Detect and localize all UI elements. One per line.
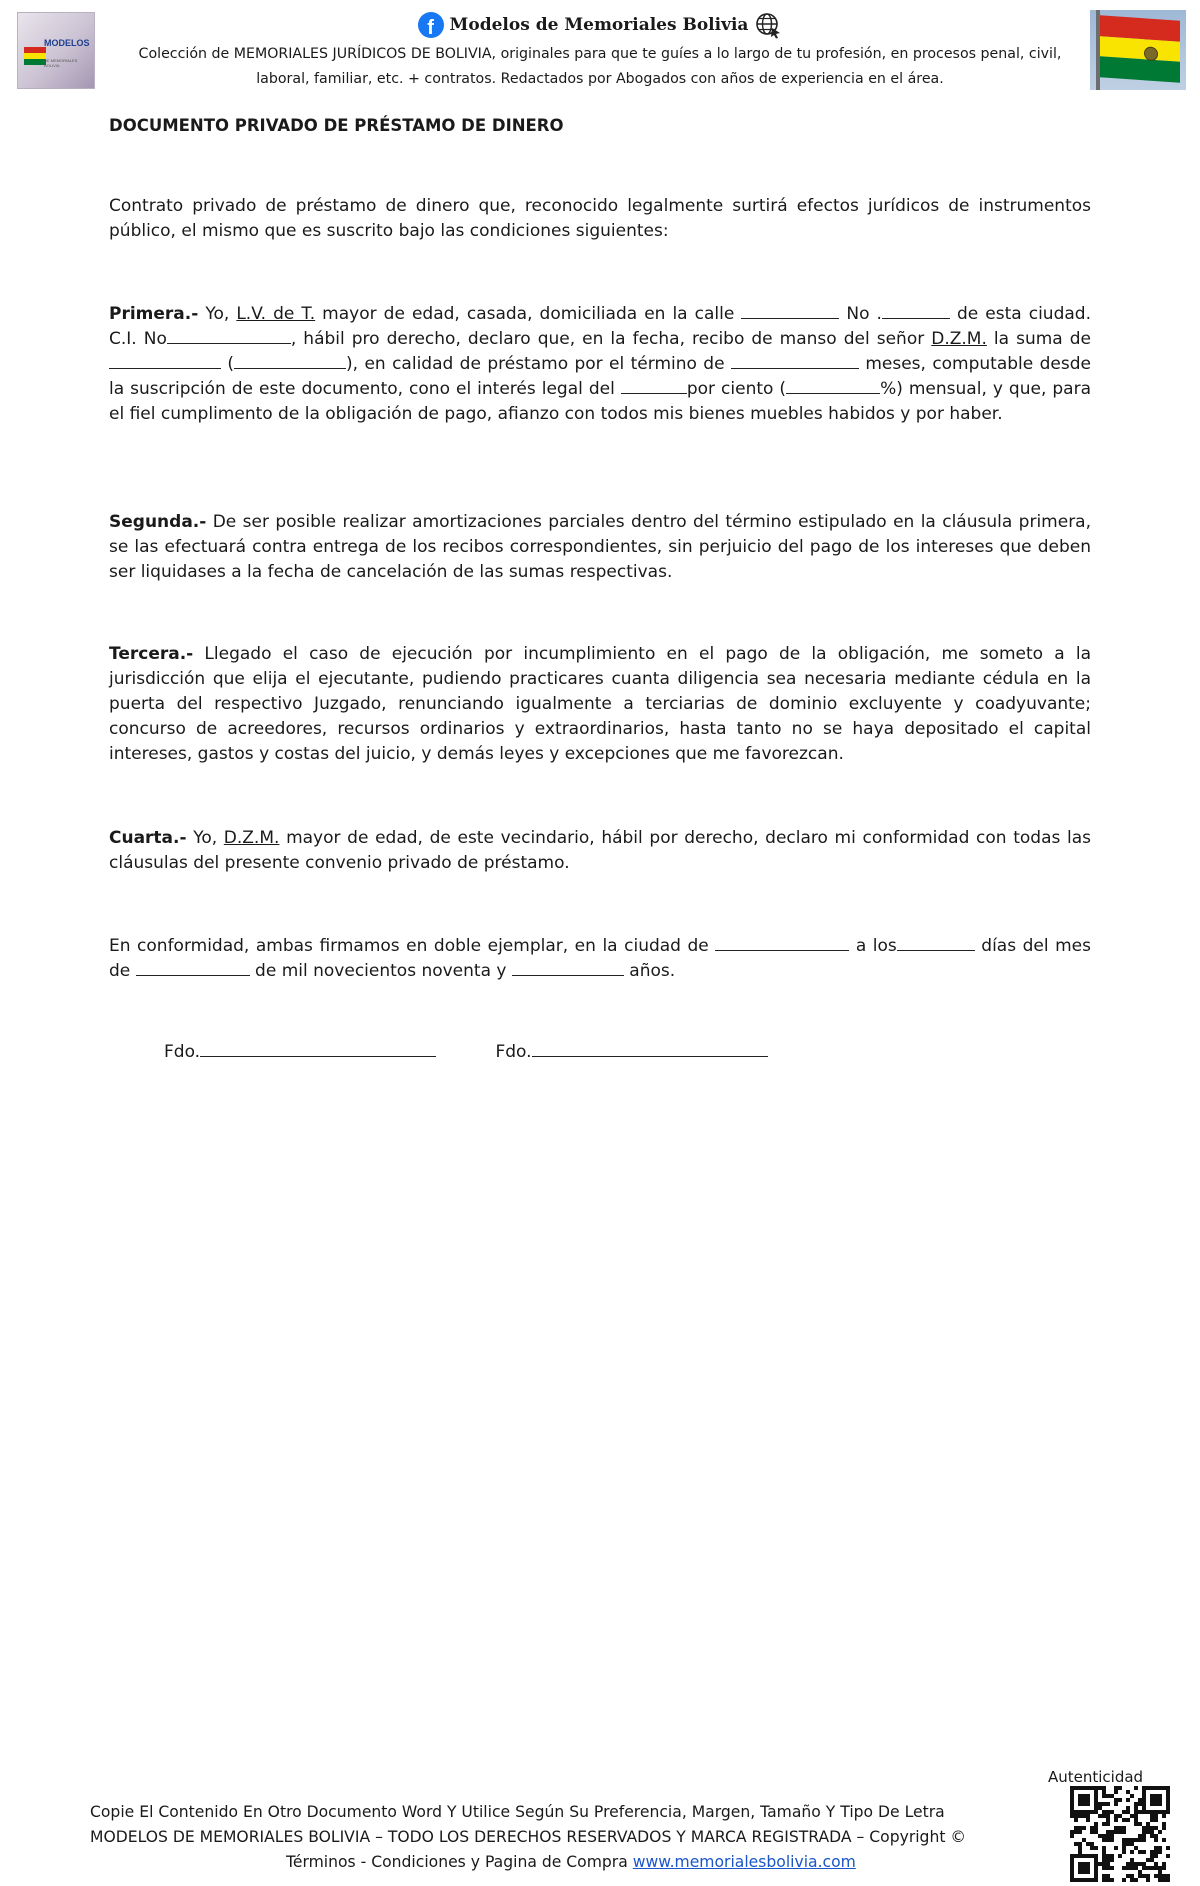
- clause-text: Yo,: [198, 304, 237, 324]
- logo-stripe-green: [24, 59, 46, 65]
- blank-field-amount[interactable]: [109, 352, 221, 369]
- clause-text: Yo,: [186, 828, 224, 848]
- signature-line[interactable]: [164, 1040, 436, 1065]
- clause-primera: [109, 302, 1091, 427]
- qr-code-icon[interactable]: [1070, 1786, 1170, 1882]
- clause-text: mayor de edad, casada, domiciliada en la calle: [315, 304, 742, 324]
- clause-text: ), en calidad de préstamo por el término de: [346, 354, 731, 374]
- flag-emblem-icon: [1144, 46, 1158, 61]
- closing-text: de mil novecientos noventa y: [249, 961, 512, 981]
- globe-icon[interactable]: [754, 11, 782, 39]
- signature-label: Fdo.: [495, 1042, 532, 1062]
- party-name: D.Z.M.: [931, 329, 987, 349]
- qr-label: Autenticidad: [1048, 1768, 1144, 1786]
- page-footer: [90, 1800, 1030, 1875]
- clause-text: por ciento (: [686, 379, 787, 399]
- blank-field-city[interactable]: [715, 934, 849, 951]
- blank-field-day[interactable]: [897, 934, 975, 951]
- signature-row: [164, 1040, 1064, 1065]
- blank-field-year[interactable]: [512, 959, 624, 976]
- footer-terms-text: Términos - Condiciones y Pagina de Compra: [286, 1853, 633, 1871]
- header-description: Colección de MEMORIALES JURÍDICOS DE BOLIVIA, originales para que te guíes a lo largo de tu profesión, en procesos penal, civil, laboral, familiar, etc. + contratos. Redactados por Abogados con años de experiencia en el área.: [138, 46, 1062, 87]
- clause-text: No .: [839, 304, 882, 324]
- blank-field-interest[interactable]: [621, 377, 687, 394]
- closing-text: días del mes de: [109, 936, 1091, 981]
- blank-field-ci[interactable]: [167, 327, 291, 344]
- header-title-row: [0, 10, 1200, 40]
- website-link[interactable]: www.memorialesbolivia.com: [632, 1853, 856, 1871]
- blank-field-amount-words[interactable]: [234, 352, 346, 369]
- clause-text: de esta ciudad. C.I. No: [109, 304, 1091, 349]
- closing-paragraph: [109, 934, 1091, 984]
- blank-field-month[interactable]: [136, 959, 250, 976]
- clause-text: la suma de: [986, 329, 1091, 349]
- flag-cloth: [1100, 15, 1180, 83]
- closing-text: años.: [623, 961, 676, 981]
- document-body: [109, 114, 1091, 1062]
- blank-field-street[interactable]: [741, 302, 839, 319]
- clause-heading: Segunda.-: [109, 512, 207, 532]
- clause-heading: Cuarta.-: [109, 828, 187, 848]
- bolivia-flag-image: [1090, 10, 1186, 90]
- clause-segunda: [109, 510, 1091, 585]
- clause-cuarta: [109, 826, 1091, 876]
- logo-subtext: DE MEMORIALES BOLIVIA: [44, 58, 78, 68]
- blank-field-term[interactable]: [731, 352, 859, 369]
- blank-field-number[interactable]: [882, 302, 950, 319]
- clause-text: (: [221, 354, 235, 374]
- party-name: D.Z.M.: [223, 828, 280, 848]
- blank-field-interest-percent[interactable]: [786, 377, 880, 394]
- flag-band-green: [1100, 57, 1180, 83]
- clause-text: %) mensual, y que, para el fiel cumplimento de la obligación de pago, afianzo con todos mis bienes muebles habidos y por haber.: [109, 379, 1091, 424]
- clause-heading: Primera.-: [109, 304, 199, 324]
- signature-blank[interactable]: [532, 1040, 768, 1057]
- party-name: L.V. de T.: [236, 304, 316, 324]
- logo-text: MODELOS: [44, 38, 90, 48]
- document-title: DOCUMENTO PRIVADO DE PRÉSTAMO DE DINERO: [109, 116, 564, 135]
- footer-line-2: MODELOS DE MEMORIALES BOLIVIA – TODO LOS DERECHOS RESERVADOS Y MARCA REGISTRADA – Copyright ©: [90, 1828, 967, 1846]
- clause-text: , hábil pro derecho, declaro que, en la fecha, recibo de manso del señor: [290, 329, 932, 349]
- site-title: Modelos de Memoriales Bolivia: [449, 15, 749, 35]
- footer-line-1: Copie El Contenido En Otro Documento Word Y Utilice Según Su Preferencia, Margen, Tamaño Y Tipo De Letra: [90, 1803, 945, 1821]
- footer-line-3: [90, 1850, 1030, 1875]
- signature-blank[interactable]: [200, 1040, 436, 1057]
- clause-text: Llegado el caso de ejecución por incumplimiento en el pago de la obligación, me someto a la jurisdicción que elija el ejecutante, pudiendo practicares cuanta diligencia sea necesaria mediante cédula en la puerta del respectivo Juzgado, renunciando igualmente a terciarias de dominio excluyente y coadyuvante; concurso de acreedores, recursos ordinarios y extraordinarios, hasta tanto no se haya depositado el capital intereses, gastos y costas del juicio, y demás leyes y excepciones que me favorezcan.: [109, 644, 1091, 764]
- clause-text: meses, computable desde la suscripción de este documento, cono el interés legal del: [109, 354, 1091, 399]
- signature-label: Fdo.: [164, 1042, 201, 1062]
- clause-text: mayor de edad, de este vecindario, hábil por derecho, declaro mi conformidad con todas las cláusulas del presente convenio privado de préstamo.: [109, 828, 1091, 873]
- clause-text: De ser posible realizar amortizaciones parciales dentro del término estipulado en la cláusula primera, se las efectuará contra entrega de los recibos correspondientes, sin perjuicio del pago de los intereses que deben ser liquidases a la fecha de cancelación de las sumas respectivas.: [109, 512, 1091, 582]
- closing-text: En conformidad, ambas firmamos en doble ejemplar, en la ciudad de: [109, 936, 716, 956]
- intro-paragraph: Contrato privado de préstamo de dinero que, reconocido legalmente surtirá efectos jurídicos de instrumentos público, el mismo que es suscrito bajo las condiciones siguientes:: [109, 196, 1091, 241]
- signature-line[interactable]: [495, 1040, 767, 1065]
- closing-text: a los: [849, 936, 897, 956]
- facebook-icon[interactable]: f: [418, 12, 444, 38]
- clause-tercera: [109, 642, 1091, 767]
- clause-heading: Tercera.-: [109, 644, 194, 664]
